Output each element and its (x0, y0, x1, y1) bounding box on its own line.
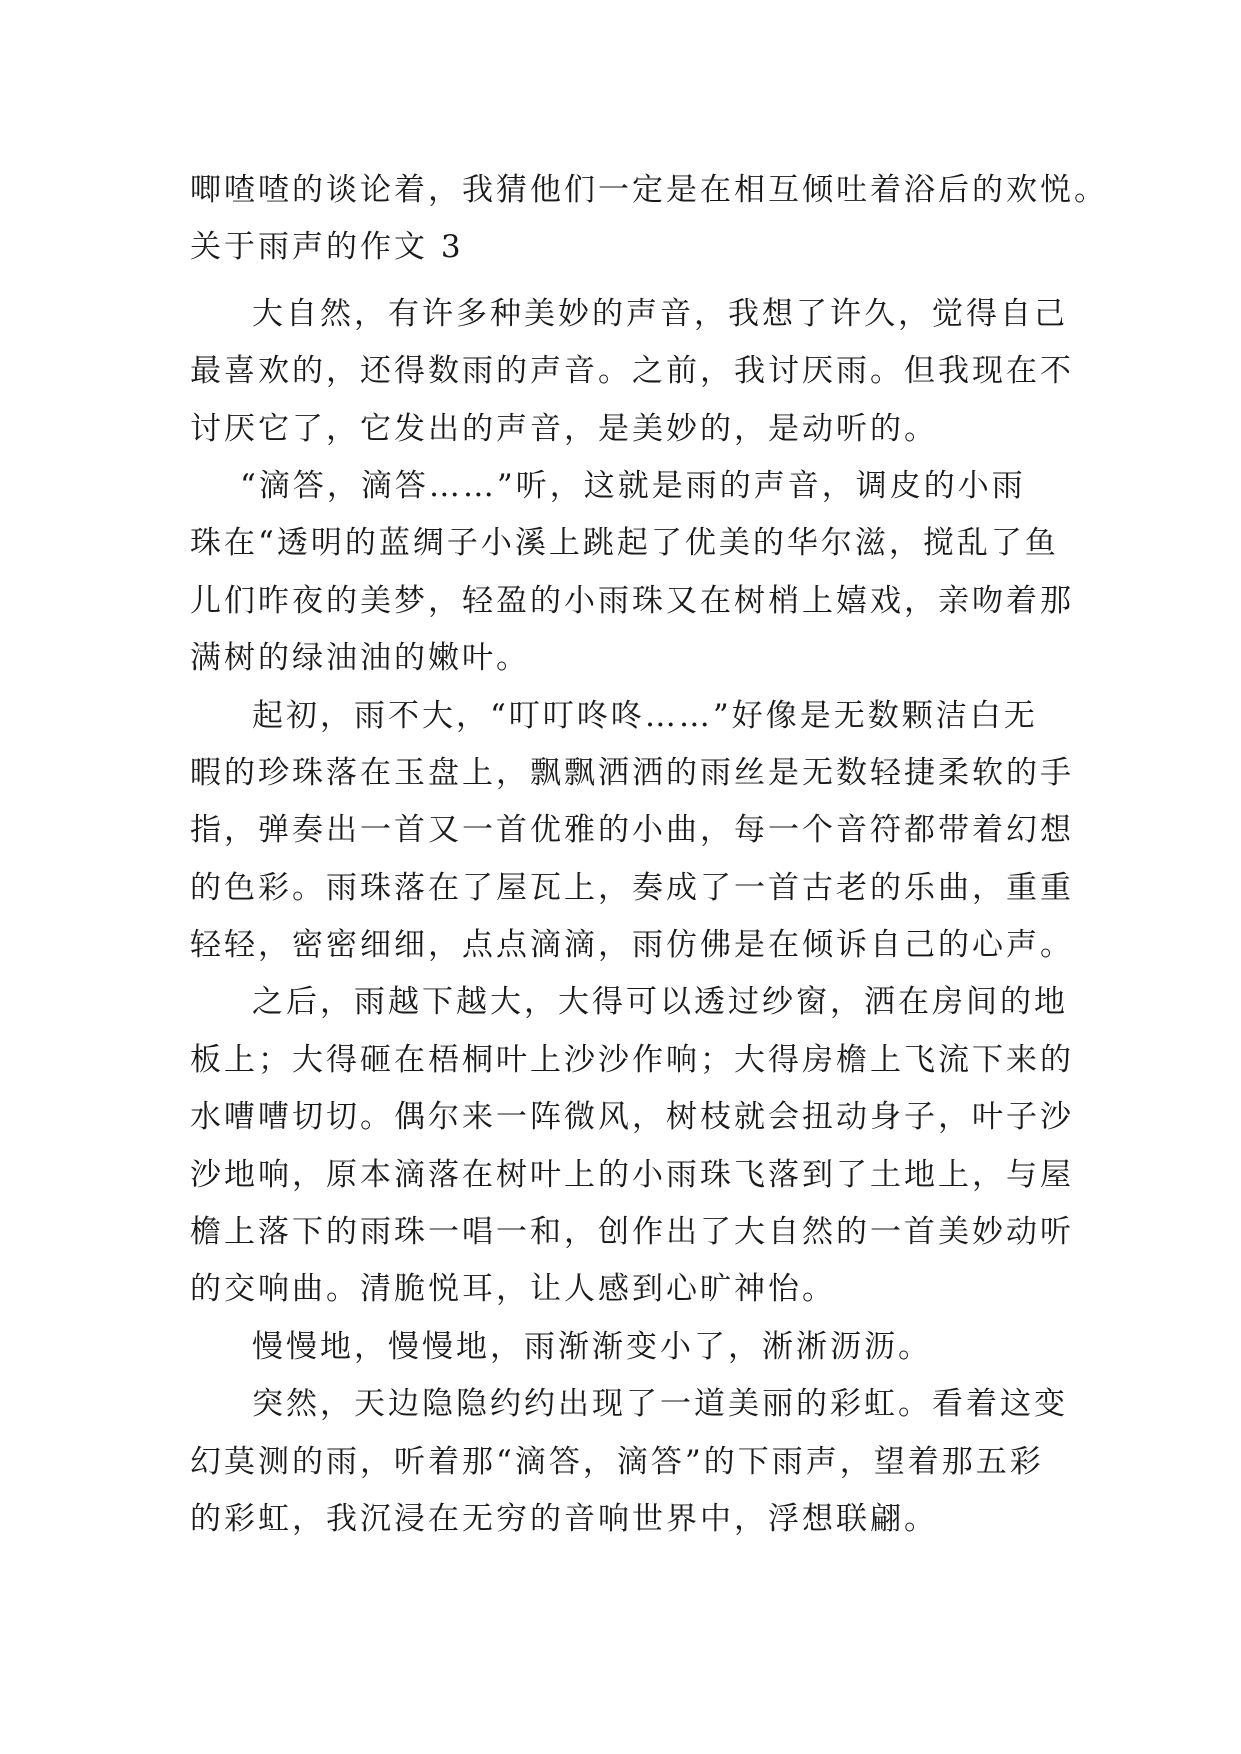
text-line: 突然，天边隐隐约约出现了一道美丽的彩虹。看着这变 (252, 1386, 1068, 1423)
text-line: 大自然，有许多种美妙的声音，我想了许久，觉得自己 (252, 295, 1068, 332)
paragraph-1 (190, 286, 1110, 458)
text-line: 指，弹奏出一首又一首优雅的小曲，每一个音符都带着幻想 (190, 812, 1074, 849)
text-line: 讨厌它了，它发出的声音，是美妙的，是动听的。 (190, 410, 938, 447)
text-line: 的交响曲。清脆悦耳，让人感到心旷神怡。 (190, 1271, 836, 1308)
text-line: 满树的绿油油的嫩叶。 (190, 640, 530, 677)
paragraph-6 (190, 1376, 1110, 1548)
paragraph-3 (190, 688, 1110, 975)
paragraph-5 (190, 1319, 1110, 1376)
text-line: 的色彩。雨珠落在了屋瓦上，奏成了一首古老的乐曲，重重 (190, 869, 1074, 906)
text-line: 慢慢地，慢慢地，雨渐渐变小了，淅淅沥沥。 (252, 1328, 932, 1365)
text-line: 板上；大得砸在梧桐叶上沙沙作响；大得房檐上飞流下来的 (190, 1041, 1074, 1078)
continued-line: 唧喳喳的谈论着，我猜他们一定是在相互倾吐着浴后的欢悦。 (190, 172, 1108, 208)
section-title: 关于雨声的作文 3 (190, 229, 464, 266)
paragraph-4 (190, 974, 1110, 1318)
text-line: “滴答，滴答……”听，这就是雨的声音，调皮的小雨 (240, 467, 1026, 504)
text-line: 珠在“透明的蓝绸子小溪上跳起了优美的华尔滋，搅乱了鱼 (190, 525, 1059, 562)
text-line: 的彩虹，我沉浸在无穷的音响世界中，浮想联翩。 (190, 1500, 938, 1537)
text-line: 暇的珍珠落在玉盘上，飘飘洒洒的雨丝是无数轻捷柔软的手 (190, 754, 1074, 791)
text-line: 儿们昨夜的美梦，轻盈的小雨珠又在树梢上嬉戏，亲吻着那 (190, 582, 1074, 619)
text-line: 檐上落下的雨珠一唱一和，创作出了大自然的一首美妙动听 (190, 1214, 1074, 1251)
text-line: 沙地响，原本滴落在树叶上的小雨珠飞落到了土地上，与屋 (190, 1156, 1074, 1193)
document-body (190, 162, 1110, 1548)
text-line: 水嘈嘈切切。偶尔来一阵微风，树枝就会扭动身子，叶子沙 (190, 1099, 1074, 1136)
text-line: 起初，雨不大，“叮叮咚咚……”好像是无数颗洁白无 (252, 697, 1038, 734)
text-line: 幻莫测的雨，听着那“滴答，滴答”的下雨声，望着那五彩 (190, 1443, 1044, 1480)
paragraph-2 (190, 458, 1110, 688)
text-line: 轻轻，密密细细，点点滴滴，雨仿佛是在倾诉自己的心声。 (190, 927, 1074, 964)
text-line: 之后，雨越下越大，大得可以透过纱窗，洒在房间的地 (252, 984, 1068, 1021)
text-line: 最喜欢的，还得数雨的声音。之前，我讨厌雨。但我现在不 (190, 353, 1074, 390)
